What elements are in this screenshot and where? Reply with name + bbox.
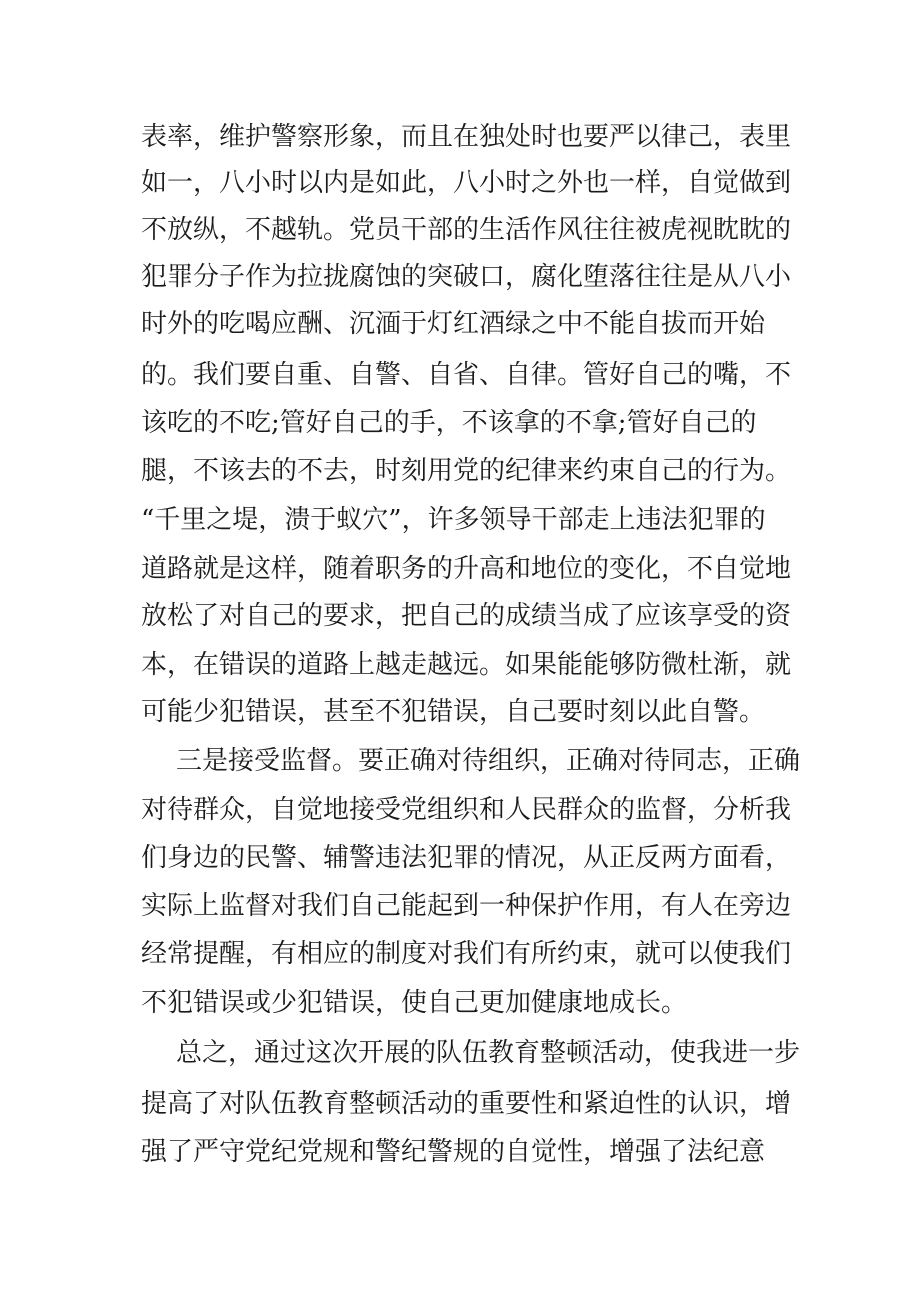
text-line: 放松了对自己的要求，把自己的成绩当成了应该享受的资 xyxy=(141,601,792,631)
text-line: 道路就是这样，随着职务的升高和地位的变化，不自觉地 xyxy=(141,554,792,584)
text-line: 时外的吃喝应酬、沉湎于灯红酒绿之中不能自拔而开始 xyxy=(141,309,766,339)
text-line: 可能少犯错误，甚至不犯错误，自己要时刻以此自警。 xyxy=(141,697,766,727)
text-line: 腿，不该去的不去，时刻用党的纪律来约束自己的行为。 xyxy=(141,456,792,486)
text-line: 该吃的不吃;管好自己的手，不该拿的不拿;管好自己的 xyxy=(141,408,757,438)
text-line: 们身边的民警、辅警违法犯罪的情况，从正反两方面看， xyxy=(141,843,792,873)
paragraph-start-line: 三是接受监督。要正确对待组织，正确对待同志，正确 xyxy=(176,746,801,776)
text-line: 的。我们要自重、自警、自省、自律。管好自己的嘴，不 xyxy=(141,360,792,390)
text-line: 表率，维护警察形象，而且在独处时也要严以律己，表里 xyxy=(141,122,792,152)
text-line: 如一，八小时以内是如此，八小时之外也一样，自觉做到 xyxy=(141,168,792,198)
text-line: 犯罪分子作为拉拢腐蚀的突破口，腐化堕落往往是从八小 xyxy=(141,262,792,292)
text-line: 强了严守党纪党规和警纪警规的自觉性，增强了法纪意 xyxy=(141,1137,766,1167)
text-line: “千里之堤，溃于蚁穴”，许多领导干部走上违法犯罪的 xyxy=(141,505,766,535)
text-line: 实际上监督对我们自己能起到一种保护作用，有人在旁边 xyxy=(141,891,792,921)
paragraph-start-line: 总之，通过这次开展的队伍教育整顿活动，使我进一步 xyxy=(176,1038,801,1068)
text-line: 不犯错误或少犯错误，使自己更加健康地成长。 xyxy=(141,988,688,1018)
text-line: 经常提醒，有相应的制度对我们有所约束，就可以使我们 xyxy=(141,939,792,969)
text-line: 提高了对队伍教育整顿活动的重要性和紧迫性的认识，增 xyxy=(141,1089,792,1119)
text-line: 不放纵，不越轨。党员干部的生活作风往往被虎视眈眈的 xyxy=(141,215,792,245)
text-line: 对待群众，自觉地接受党组织和人民群众的监督，分析我 xyxy=(141,795,792,825)
text-line: 本，在错误的道路上越走越远。如果能能够防微杜渐，就 xyxy=(141,650,792,680)
